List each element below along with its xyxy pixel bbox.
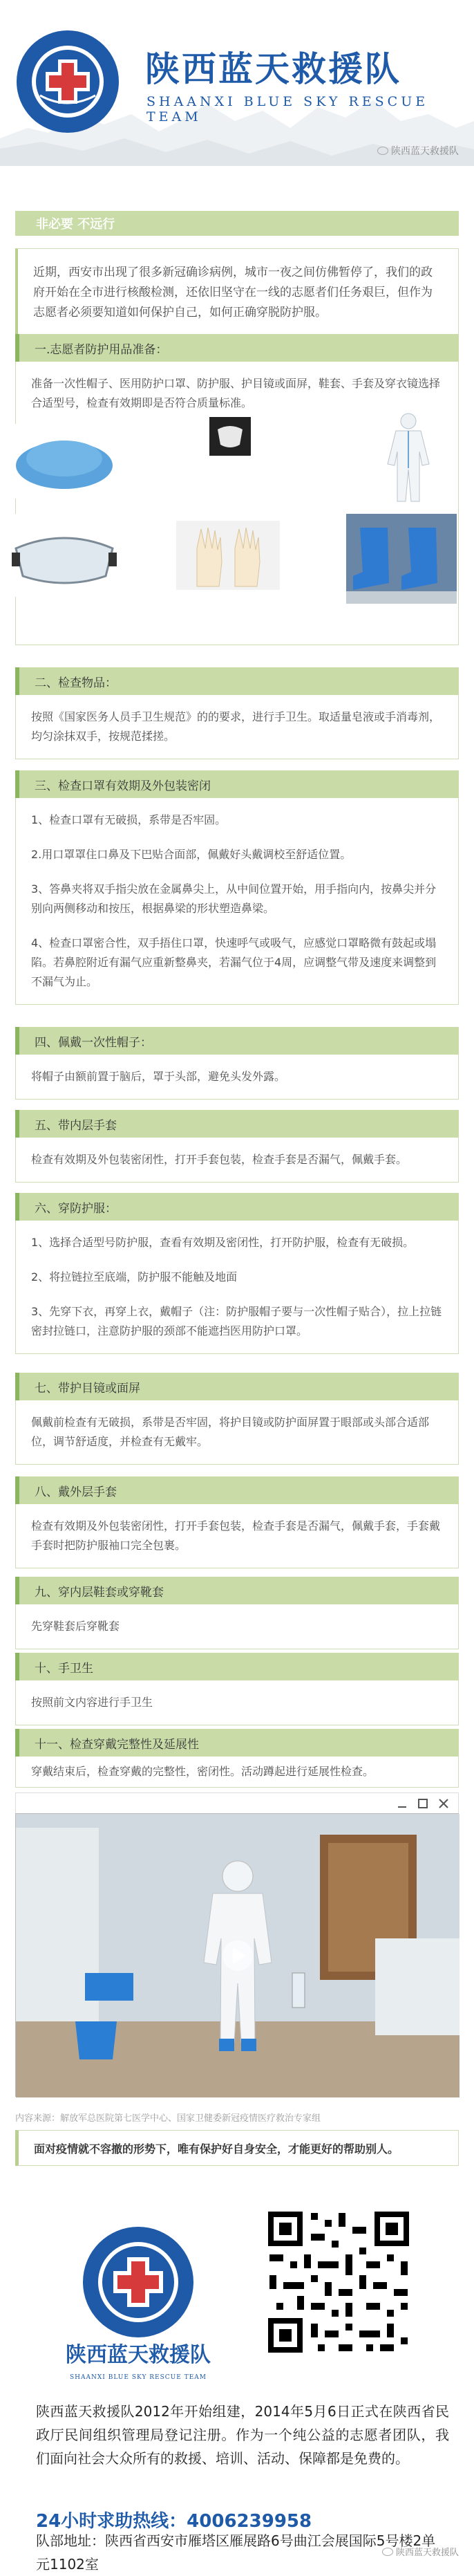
hotline[interactable]: 24小时求助热线：4006239958: [36, 2511, 312, 2532]
header-banner: [0, 0, 474, 169]
video-player[interactable]: [15, 1792, 459, 2097]
section-paragraph: 3、先穿下衣，再穿上衣，戴帽子（注：防护服帽子要与一次性帽子贴合），拉上拉链密封拉链口，注意防护服的颈部不能遮挡医用防护口罩。: [31, 1305, 442, 1337]
intro-paragraph: 近期，西安市出现了很多新冠确诊病例，城市一夜之间仿佛暂停了，我们的政府开始在全市进行核酸检测，还依旧坚守在一线的志愿者们任务艰巨，但作为志愿者必须要知道如何保护自己，如何正确穿脱防护服。: [15, 248, 459, 337]
section-11: [0, 1729, 474, 1788]
section-title: 七、带护目镜或面屏: [15, 1373, 459, 1400]
section-title: 一.志愿者防护用品准备：: [15, 334, 459, 362]
section-body: [15, 362, 459, 645]
maximize-icon[interactable]: [417, 1797, 429, 1810]
section-body: [15, 1055, 459, 1100]
section-paragraph: 穿戴结束后，检查穿戴的完整性，密闭性。活动蹲起进行延展性检查。: [31, 1765, 375, 1778]
video-scene: [16, 1814, 459, 2097]
section-paragraph: 4、检查口罩密合性，双手捂住口罩，快速呼气或吸气，应感觉口罩略微有鼓起或塌陷。若鼻腔附近有漏气应重新整鼻夹，若漏气位于4周，应调整气带及速度来调整到不漏气为止。: [31, 936, 437, 988]
section-6: [0, 1193, 474, 1354]
shoe-covers-image: [346, 514, 457, 604]
section-body: [15, 1400, 459, 1465]
section-paragraph: 先穿鞋套后穿靴套: [31, 1620, 120, 1633]
section-paragraph: 3、答鼻夹将双手指尖放在金属鼻尖上，从中间位置开始，用手指向内，按鼻尖并分别向两侧移动和按压，根据鼻梁的形状塑造鼻梁。: [31, 882, 437, 915]
section-paragraph: 检查有效期及外包装密闭性，打开手套包装，检查手套是否漏气，佩戴手套。: [31, 1153, 408, 1166]
section-4: [0, 1027, 474, 1100]
section-paragraph: 检查有效期及外包装密闭性，打开手套包装，检查手套是否漏气，佩戴手套，手套戴手套时把防护服袖口完全包裹。: [31, 1519, 441, 1552]
qr-code[interactable]: [263, 2206, 415, 2358]
watermark: 陕西蓝天救援队: [377, 144, 459, 158]
address: 队部地址：陕西省西安市雁塔区雁展路6号曲江会展国际5号楼2单元1102室: [36, 2532, 436, 2573]
section-paragraph: 2.用口罩罩住口鼻及下巴贴合面部，佩戴好头戴调校至舒适位置。: [31, 848, 352, 861]
section-8: [0, 1476, 474, 1568]
section-body: [15, 695, 459, 759]
minimize-icon[interactable]: [396, 1797, 408, 1810]
section-body: [15, 1138, 459, 1183]
section-paragraph: 2、将拉链拉至底端，防护服不能触及地面: [31, 1270, 238, 1284]
section-paragraph: 准备一次性帽子、医用防护口罩、防护服、护目镜或面屏，鞋套、手套及穿衣镜选择合适型号，检查有效期即是否符合质量标准。: [31, 377, 441, 409]
team-logo: [15, 29, 120, 134]
footer: [0, 2178, 474, 2573]
section-body: [15, 1680, 459, 1725]
section-title: 六、穿防护服：: [15, 1193, 459, 1221]
section-title: 四、佩戴一次性帽子：: [15, 1027, 459, 1055]
cap-image: [9, 424, 120, 499]
section-paragraph: 按照前文内容进行手卫生: [31, 1696, 153, 1709]
section-paragraph: 1、检查口罩有无破损，系带是否牢固。: [31, 813, 227, 826]
section-body: [15, 1221, 459, 1354]
wechat-icon: [377, 147, 388, 155]
section-title: 三、检查口罩有效期及外包装密闭: [15, 770, 459, 798]
mask-image: [209, 417, 251, 456]
video-toolbar: [15, 1792, 459, 1813]
section-paragraph: 按照《国家医务人员手卫生规范》的的要求，进行手卫生。取适量皂液或手消毒剂，均匀涂抹双手，按规范揉搓。: [31, 710, 441, 743]
section-1: [0, 334, 474, 645]
section-body: [15, 798, 459, 1005]
section-9: [0, 1577, 474, 1649]
wechat-icon: [382, 2548, 393, 2556]
footer-watermark: 陕西蓝天救援队: [382, 2545, 459, 2558]
video-frame[interactable]: [15, 1813, 459, 2097]
subtitle-bar: [15, 211, 459, 236]
about-paragraph: 陕西蓝天救援队2012年开始组建，2014年5月6日正式在陕西省民政厅民间组织管理局登记注册。作为一个纯公益的志愿者团队，我们面向社会大众所有的救援、培训、活动、保障都是免费的。: [36, 2403, 449, 2467]
section-body: [15, 1504, 459, 1568]
section-title: 五、带内层手套: [15, 1110, 459, 1138]
source-note: 内容来源：解放军总医院第七医学中心、国家卫健委新冠疫情医疗救治专家组: [15, 2113, 321, 2124]
goggles-image: [9, 514, 120, 597]
slogan-text: 面对疫情就不容撤的形势下，唯有保护好自身安全，才能更好的帮助别人。: [34, 2142, 399, 2156]
brand-name-cn: 陕西蓝天救援队: [145, 48, 401, 89]
section-2: [0, 667, 474, 759]
footer-logo-name: 陕西蓝天救援队: [66, 2343, 211, 2367]
footer-logo-en: SHAANXI BLUE SKY RESCUE TEAM: [70, 2374, 207, 2381]
gloves-image: [176, 521, 280, 590]
section-title: 八、戴外层手套: [15, 1476, 459, 1504]
section-paragraph: 将帽子由额前置于脑后，罩于头部，避免头发外露。: [31, 1070, 286, 1083]
subtitle-text: 非必要 不远行: [36, 217, 115, 232]
section-paragraph: 佩戴前检查有无破损，系带是否牢固，将护目镜或防护面屏置于眼部或头部合适部位，调节舒适度，并检查有无戴牢。: [31, 1416, 430, 1448]
section-paragraph: 1、选择合适型号防护服，查看有效期及密闭性，打开防护服，检查有无破损。: [31, 1236, 415, 1249]
section-title: 九、穿内层鞋套或穿靴套: [15, 1577, 459, 1604]
section-body: [15, 1604, 459, 1649]
brand-name-en: SHAANXI BLUE SKY RESCUE TEAM: [146, 94, 429, 124]
slogan-box: [15, 2130, 459, 2166]
section-title: 十、手卫生: [15, 1653, 459, 1680]
section-5: [0, 1110, 474, 1183]
protective-suit-image: [381, 410, 436, 507]
close-icon[interactable]: [437, 1797, 450, 1810]
section-title: 二、检查物品：: [15, 667, 459, 695]
section-body: [15, 1757, 459, 1788]
footer-logo: [55, 2213, 221, 2393]
section-10: [0, 1653, 474, 1725]
section-title: 十一、检查穿戴完整性及延展性: [15, 1729, 459, 1757]
section-7: [0, 1373, 474, 1465]
section-3: [0, 770, 474, 1005]
